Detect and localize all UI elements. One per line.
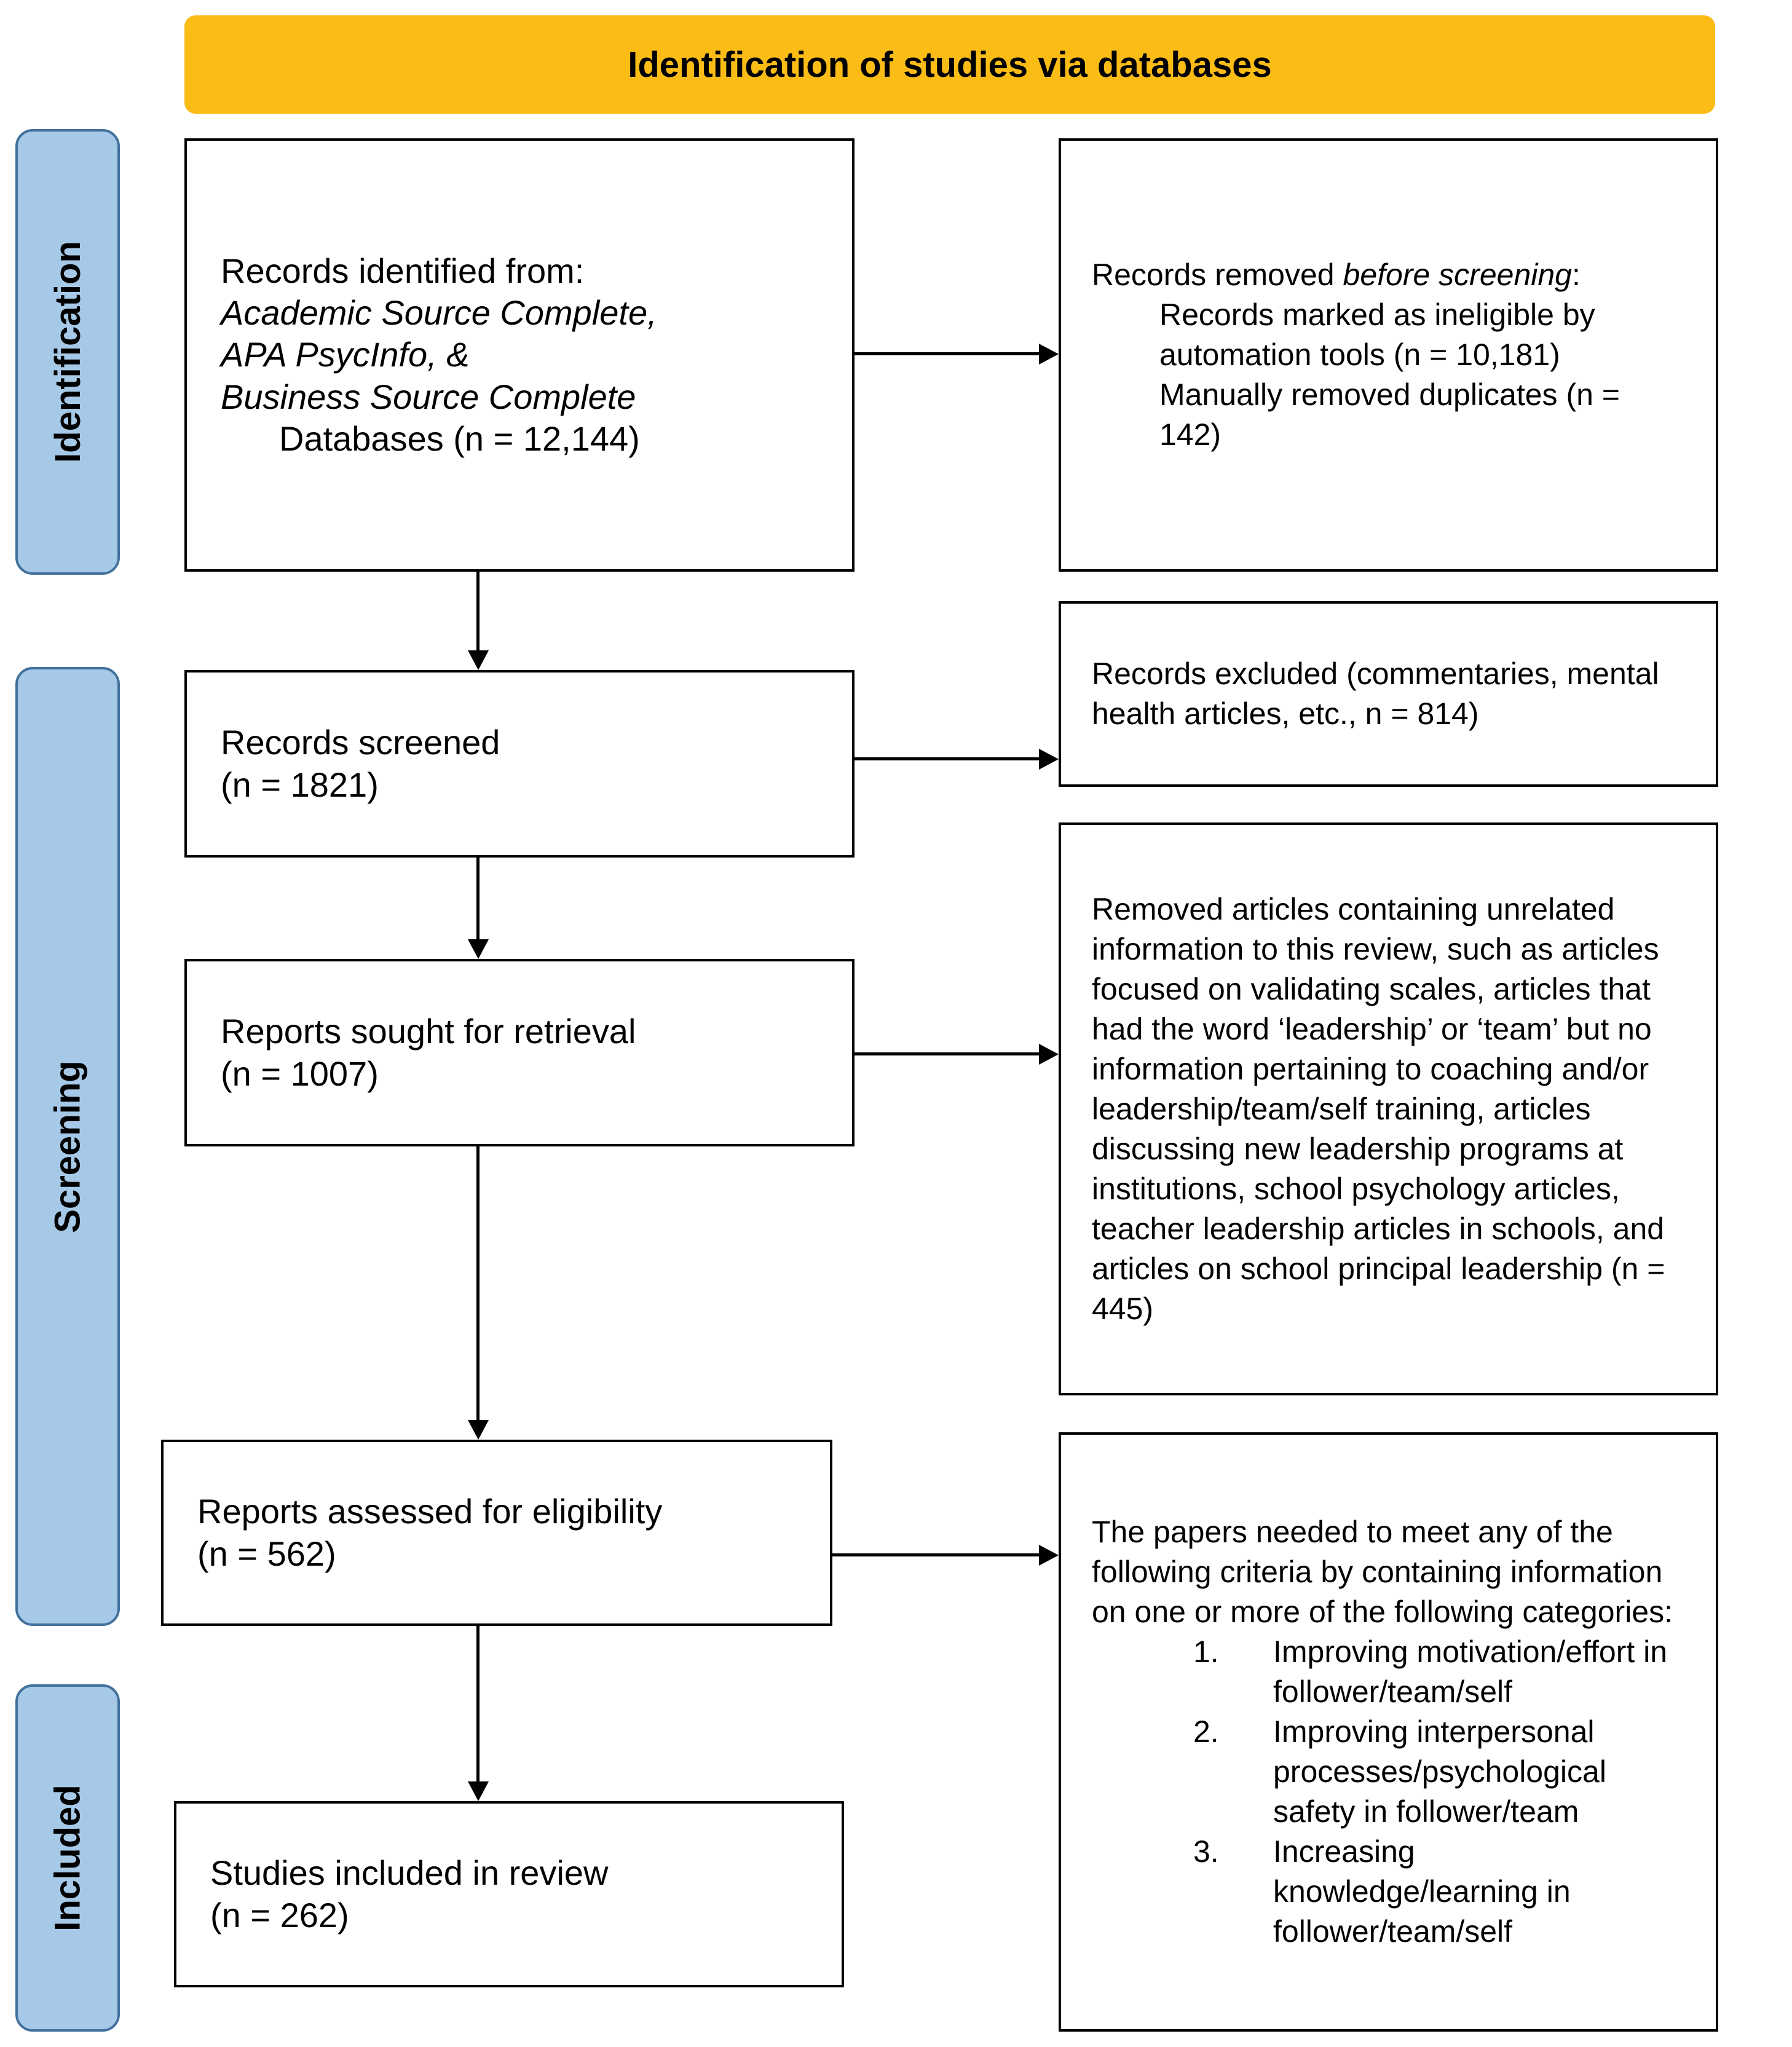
stage-identification: [15, 129, 120, 575]
reports-sought-count: (n = 1007): [221, 1054, 379, 1093]
criteria-item-3-number: 3.: [1193, 1834, 1219, 1869]
criteria-intro: The papers needed to meet any of the following criteria by containing information on one or more of the following categories:: [1092, 1515, 1673, 1629]
arrow-sought-to-removed-unrelated: [855, 1052, 1040, 1055]
removed-unrelated-text: Removed articles containing unrelated information to this review, such as articles focused on validating scales, articles that had the word ‘leadership’ or ‘team’ but no information pertaining to coaching and/or leadership/team/self training, articles discussing new leadership programs at institutions, school psychology articles, teacher leadership articles in schools, and articles on school principal leadership (n = 445): [1092, 891, 1665, 1326]
stage-included-label: Included: [47, 1785, 88, 1931]
arrow-identified-to-removed: [855, 352, 1040, 355]
criteria-item-2: [1193, 1712, 1685, 1832]
stage-screening-label: Screening: [47, 1060, 88, 1233]
studies-included-count: (n = 262): [210, 1895, 349, 1935]
box-records-identified: [184, 138, 855, 572]
box-removed-unrelated-articles: [1059, 822, 1718, 1395]
criteria-item-1: [1193, 1632, 1685, 1712]
box-records-removed-before-screening: [1059, 138, 1718, 572]
arrow-identified-to-screened: [476, 572, 480, 652]
records-identified-count: Databases (n = 12,144): [279, 419, 640, 458]
records-removed-lead-colon: :: [1571, 258, 1581, 292]
banner: [184, 15, 1715, 114]
arrow-sought-to-assessed: [476, 1146, 480, 1421]
records-screened-count: (n = 1821): [221, 765, 379, 804]
criteria-item-2-text: Improving interpersonal processes/psychological safety in follower/team: [1273, 1714, 1606, 1829]
criteria-item-3-text: Increasing knowledge/learning in follower/team/self: [1273, 1834, 1571, 1949]
box-eligibility-criteria: [1059, 1432, 1718, 2032]
records-identified-source-1: Academic Source Complete,: [221, 293, 657, 333]
arrow-assessed-to-included: [476, 1626, 480, 1783]
box-reports-assessed: [161, 1440, 832, 1626]
arrow-screened-to-sought: [476, 858, 480, 941]
arrow-screened-to-excluded: [855, 757, 1040, 760]
stage-included: [15, 1684, 120, 2032]
records-removed-item-duplicates: Manually removed duplicates (n = 142): [1159, 377, 1620, 452]
records-removed-lead: [1092, 255, 1685, 295]
box-records-screened: [184, 670, 855, 858]
criteria-item-3: [1193, 1832, 1685, 1952]
criteria-item-1-text: Improving motivation/effort in follower/team/self: [1273, 1635, 1668, 1709]
reports-assessed-count: (n = 562): [197, 1534, 336, 1573]
records-identified-source-3: Business Source Complete: [221, 377, 636, 416]
stage-identification-label: Identification: [47, 241, 88, 463]
records-excluded-text: Records excluded (commentaries, mental health articles, etc., n = 814): [1092, 657, 1659, 731]
criteria-item-1-number: 1.: [1193, 1635, 1219, 1669]
records-removed-lead-italic: before screening: [1343, 258, 1572, 292]
criteria-item-2-number: 2.: [1193, 1714, 1219, 1749]
box-studies-included: [174, 1801, 844, 1987]
arrow-assessed-to-criteria: [832, 1553, 1040, 1556]
stage-screening: [15, 667, 120, 1626]
studies-included-label: Studies included in review: [210, 1853, 609, 1893]
box-reports-sought: [184, 959, 855, 1146]
banner-title: Identification of studies via databases: [628, 44, 1272, 85]
records-identified-source-2: APA PsycInfo, &: [221, 335, 470, 374]
reports-sought-label: Reports sought for retrieval: [221, 1012, 636, 1051]
box-records-excluded: [1059, 601, 1718, 787]
records-screened-label: Records screened: [221, 723, 500, 762]
reports-assessed-label: Reports assessed for eligibility: [197, 1492, 663, 1531]
records-identified-intro: Records identified from:: [221, 251, 585, 290]
records-removed-lead-text: Records removed: [1092, 258, 1335, 292]
records-removed-item-automation: Records marked as ineligible by automation tools (n = 10,181): [1159, 298, 1595, 372]
